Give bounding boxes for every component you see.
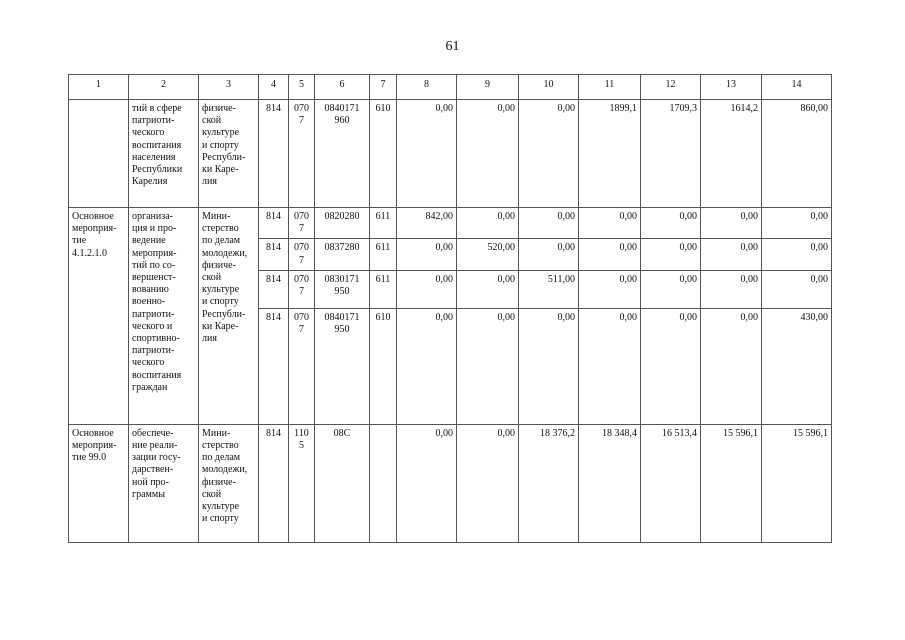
executor-cell: Мини- стерство по делам молодежи, физиче- ской культуре и спорту [199,424,259,542]
table-row [69,424,832,542]
event-code-cell [69,100,129,208]
amount-cell: 15 596,1 [701,424,762,542]
amount-cell: 0,00 [519,208,579,239]
grbs-cell: 814 [259,424,289,542]
amount-cell: 0,00 [397,424,457,542]
column-header: 3 [199,75,259,100]
csr-cell: 0840171 960 [315,100,370,208]
amount-cell: 0,00 [579,208,641,239]
amount-cell: 0,00 [701,208,762,239]
rzpr-cell: 0707 [289,308,315,424]
executor-cell: физиче- ской культуре и спорту Республи- ки Каре- лия [199,100,259,208]
amount-cell: 0,00 [579,239,641,270]
vr-cell: 611 [370,208,397,239]
column-header: 12 [641,75,701,100]
table-row [69,208,832,239]
amount-cell: 0,00 [457,308,519,424]
amount-cell: 1899,1 [579,100,641,208]
vr-cell: 611 [370,239,397,270]
amount-cell: 0,00 [457,424,519,542]
vr-cell: 610 [370,100,397,208]
rzpr-cell: 1105 [289,424,315,542]
amount-cell: 0,00 [701,270,762,308]
column-header: 4 [259,75,289,100]
amount-cell: 0,00 [762,239,832,270]
vr-cell: 610 [370,308,397,424]
amount-cell: 1614,2 [701,100,762,208]
column-header: 5 [289,75,315,100]
amount-cell: 16 513,4 [641,424,701,542]
amount-cell: 520,00 [457,239,519,270]
executor-cell: Мини- стерство по делам молодежи, физиче- ской культуре и спорту Республи- ки Каре- лия [199,208,259,425]
amount-cell: 0,00 [762,208,832,239]
amount-cell: 0,00 [641,208,701,239]
grbs-cell: 814 [259,100,289,208]
grbs-cell: 814 [259,270,289,308]
column-header: 8 [397,75,457,100]
rzpr-cell: 0707 [289,270,315,308]
amount-cell: 0,00 [641,239,701,270]
grbs-cell: 814 [259,308,289,424]
amount-cell: 0,00 [579,308,641,424]
amount-cell: 0,00 [397,308,457,424]
rzpr-cell: 0707 [289,239,315,270]
grbs-cell: 814 [259,208,289,239]
amount-cell: 0,00 [519,239,579,270]
amount-cell: 511,00 [519,270,579,308]
column-header: 14 [762,75,832,100]
amount-cell: 0,00 [701,239,762,270]
page-number: 61 [445,39,460,54]
amount-cell: 0,00 [457,270,519,308]
column-header: 9 [457,75,519,100]
column-header: 11 [579,75,641,100]
table-body [69,100,832,543]
event-name-cell: тий в сфере патриоти- ческого воспитания населения Республики Карелия [129,100,199,208]
amount-cell: 842,00 [397,208,457,239]
csr-cell: 08С [315,424,370,542]
budget-table [68,74,832,543]
rzpr-cell: 0707 [289,100,315,208]
amount-cell: 1709,3 [641,100,701,208]
event-code-cell: Основное мероприя- тие 4.1.2.1.0 [69,208,129,425]
amount-cell: 430,00 [762,308,832,424]
column-header: 2 [129,75,199,100]
amount-cell: 0,00 [519,100,579,208]
header-row [69,75,832,100]
amount-cell: 18 348,4 [579,424,641,542]
amount-cell: 0,00 [641,270,701,308]
amount-cell: 0,00 [701,308,762,424]
amount-cell: 0,00 [579,270,641,308]
event-code-cell: Основное мероприя- тие 99.0 [69,424,129,542]
column-header: 1 [69,75,129,100]
amount-cell: 0,00 [397,239,457,270]
csr-cell: 0820280 [315,208,370,239]
column-header: 13 [701,75,762,100]
amount-cell: 0,00 [519,308,579,424]
table-row [69,100,832,208]
csr-cell: 0830171 950 [315,270,370,308]
csr-cell: 0837280 [315,239,370,270]
amount-cell: 0,00 [762,270,832,308]
csr-cell: 0840171 950 [315,308,370,424]
amount-cell: 0,00 [397,270,457,308]
column-header: 10 [519,75,579,100]
rzpr-cell: 0707 [289,208,315,239]
column-header: 7 [370,75,397,100]
amount-cell: 0,00 [457,100,519,208]
amount-cell: 0,00 [641,308,701,424]
amount-cell: 15 596,1 [762,424,832,542]
event-name-cell: организа- ция и про- ведение мероприя- тий по со- вершенст- вованию военно- патриоти- ческого и спортивно- патриоти- ческого воспитания граждан [129,208,199,425]
amount-cell: 860,00 [762,100,832,208]
vr-cell: 611 [370,270,397,308]
amount-cell: 18 376,2 [519,424,579,542]
grbs-cell: 814 [259,239,289,270]
amount-cell: 0,00 [457,208,519,239]
amount-cell: 0,00 [397,100,457,208]
vr-cell [370,424,397,542]
column-header: 6 [315,75,370,100]
event-name-cell: обеспече- ние реали- зации госу- дарствен- ной про- граммы [129,424,199,542]
